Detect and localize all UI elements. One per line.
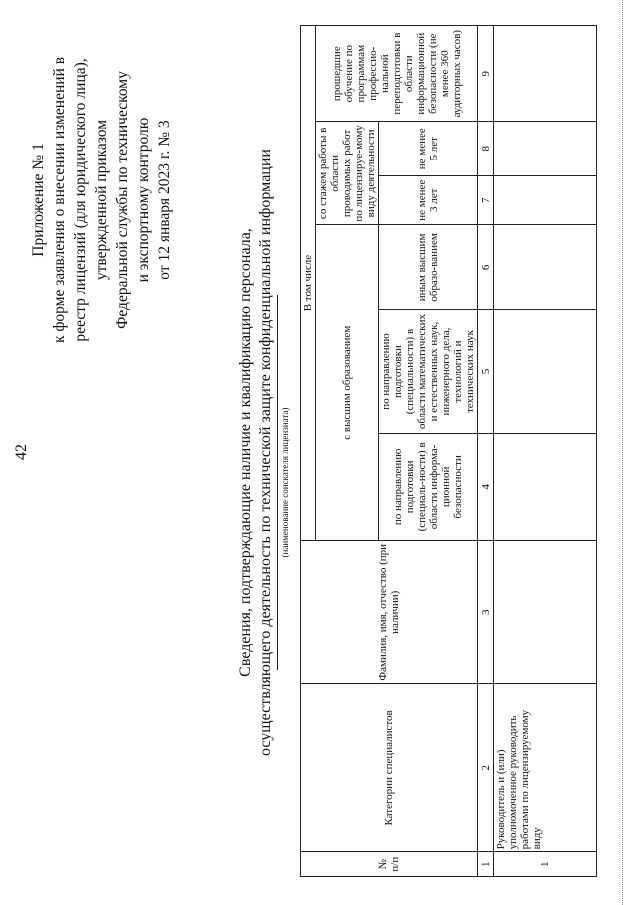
header-min-5-years: не менее 5 лет bbox=[379, 122, 478, 176]
header-in-total: В том числе bbox=[301, 26, 316, 541]
appendix-line: и экспортному контролю bbox=[135, 117, 152, 283]
appendix-line: Федеральной службы по техническому bbox=[114, 71, 131, 329]
column-number-row bbox=[478, 26, 494, 877]
header-other-education: иным высшим образо-ванием bbox=[379, 225, 478, 310]
row-cell bbox=[494, 26, 597, 122]
header-experience: со стажем работы в области проводимых работ по лицензируе-мому виду деятельности bbox=[316, 122, 379, 225]
header-math-direction: по направлению подготовки (специальности) в области математических и естественных наук, инженерного дела, технологий и технических наук bbox=[379, 310, 478, 433]
appendix-line: Приложение № 1 bbox=[30, 143, 47, 257]
appendix-line: реестр лицензий (для юридического лица), bbox=[72, 58, 89, 342]
col-number: 1 bbox=[478, 852, 494, 877]
col-number: 9 bbox=[478, 26, 494, 122]
col-number: 2 bbox=[478, 684, 494, 852]
title-line-1: Сведения, подтверждающие наличие и квалификацию персонала, bbox=[237, 228, 254, 677]
appendix-line: от 12 января 2023 г. № 3 bbox=[156, 120, 173, 280]
col-number: 8 bbox=[478, 122, 494, 176]
appendix-block bbox=[28, 35, 175, 365]
page-number: 42 bbox=[13, 444, 30, 460]
header-fio: Фамилия, имя, отчество (при наличии) bbox=[301, 541, 478, 684]
header-infosec-direction: по направлению подготовки (специаль-ности) в области информа-ционной безопасности bbox=[379, 433, 478, 540]
row-fio bbox=[494, 541, 597, 684]
header-min-3-years: не менее 3 лет bbox=[379, 176, 478, 225]
col-number: 3 bbox=[478, 541, 494, 684]
row-cell bbox=[494, 310, 597, 433]
header-num: № п/п bbox=[301, 852, 478, 877]
appendix-line: к форме заявления о внесении изменений в bbox=[51, 56, 68, 344]
scan-edge-dots bbox=[622, 0, 623, 905]
appendix-line: утвержденной приказом bbox=[93, 119, 110, 281]
applicant-name-line bbox=[277, 295, 278, 670]
row-cell bbox=[494, 433, 597, 540]
row-cell bbox=[494, 176, 597, 225]
row-cell bbox=[494, 122, 597, 176]
applicant-name-caption: (наименование соискателя лицензиата) bbox=[280, 407, 290, 558]
col-number: 6 bbox=[478, 225, 494, 310]
table-row bbox=[494, 26, 597, 877]
col-number: 4 bbox=[478, 433, 494, 540]
document-title bbox=[236, 40, 276, 865]
personnel-table bbox=[300, 25, 597, 877]
row-cell bbox=[494, 225, 597, 310]
header-retraining: прошедшие обучение по программам профессио-нальной переподготовки в области информационной безопасности (не менее 360 аудиторных часов) bbox=[316, 26, 478, 122]
header-category: Категории специалистов bbox=[301, 684, 478, 852]
col-number: 5 bbox=[478, 310, 494, 433]
row-num: 1 bbox=[494, 852, 597, 877]
col-number: 7 bbox=[478, 176, 494, 225]
row-category: Руководитель и (или) уполномоченное руководить работами по лицензируемому виду bbox=[494, 684, 597, 852]
title-line-2: осуществляющего деятельность по технической защите конфиденциальной информации bbox=[257, 149, 274, 756]
header-higher-education: с высшим образованием bbox=[316, 225, 379, 541]
